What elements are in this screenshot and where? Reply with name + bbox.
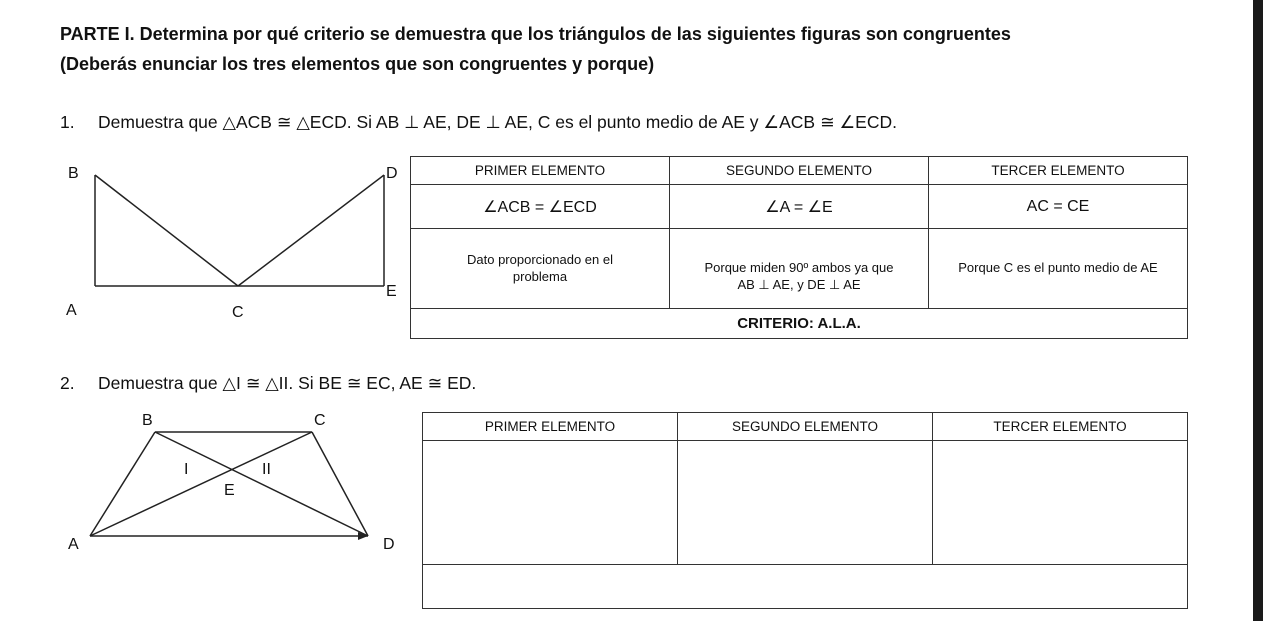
question-2 [60,373,476,394]
question-1-number: 1. [60,112,75,132]
label-d-2: D [383,536,395,553]
question-1 [60,112,897,133]
table-2-header-1: PRIMER ELEMENTO [423,413,678,441]
label-b: B [68,165,79,182]
table-1-header-2: SEGUNDO ELEMENTO [670,157,929,185]
segment-bd [155,432,368,536]
table-2-element-1[interactable] [423,441,678,565]
table-2-element-3[interactable] [933,441,1188,565]
question-2-number: 2. [60,373,75,393]
table-1-element-1: ∠ACB = ∠ECD [411,185,670,229]
table-1-reason-2 [670,229,929,309]
table-2-header-3: TERCER ELEMENTO [933,413,1188,441]
table-2-element-2[interactable] [678,441,933,565]
question-1-text: Demuestra que △ACB ≅ △ECD. Si AB ⊥ AE, DE ⊥ AE, C es el punto medio de AE y ∠ACB ≅ ∠ECD. [98,112,897,132]
label-a: A [66,302,77,319]
label-i: I [184,461,189,478]
table-1-criterio: CRITERIO: A.L.A. [411,309,1188,339]
table-1-reason-3: Porque C es el punto medio de AE [929,229,1188,309]
label-e-2: E [224,482,235,499]
label-c: C [232,304,244,321]
label-b-2: B [142,412,153,429]
label-ii: II [262,461,271,478]
table-1-reason-2-line-2: AB ⊥ AE, y DE ⊥ AE [737,277,861,292]
table-1-header-3: TERCER ELEMENTO [929,157,1188,185]
table-2 [422,412,1188,609]
table-1-element-2: ∠A = ∠E [670,185,929,229]
table-1 [410,156,1188,339]
segment-bc [95,175,238,286]
table-2-header-2: SEGUNDO ELEMENTO [678,413,933,441]
heading-line-2: (Deberás enunciar los tres elementos que son congruentes y porque) [60,54,655,74]
table-2-criterio[interactable] [423,565,1188,609]
segment-dc [238,175,384,286]
table-1-reason-1-line-2: problema [512,269,568,284]
segment-cd [312,432,368,536]
table-1-element-3: AC = CE [929,185,1188,229]
label-a-2: A [68,536,79,553]
scrollbar-edge [1253,0,1263,621]
question-2-text: Demuestra que △I ≅ △II. Si BE ≅ EC, AE ≅ ED. [98,373,477,393]
label-d: D [386,165,398,182]
table-1-reason-2-line-1: Porque miden 90º ambos ya que [704,260,894,275]
label-c-2: C [314,412,326,429]
label-e: E [386,283,397,300]
table-1-reason-1-line-1: Dato proporcionado en el [467,252,613,267]
table-1-reason-1 [411,229,670,309]
heading-line-1: PARTE I. Determina por qué criterio se demuestra que los triángulos de las siguientes figuras son congruentes [60,24,1011,44]
table-1-header-1: PRIMER ELEMENTO [411,157,670,185]
